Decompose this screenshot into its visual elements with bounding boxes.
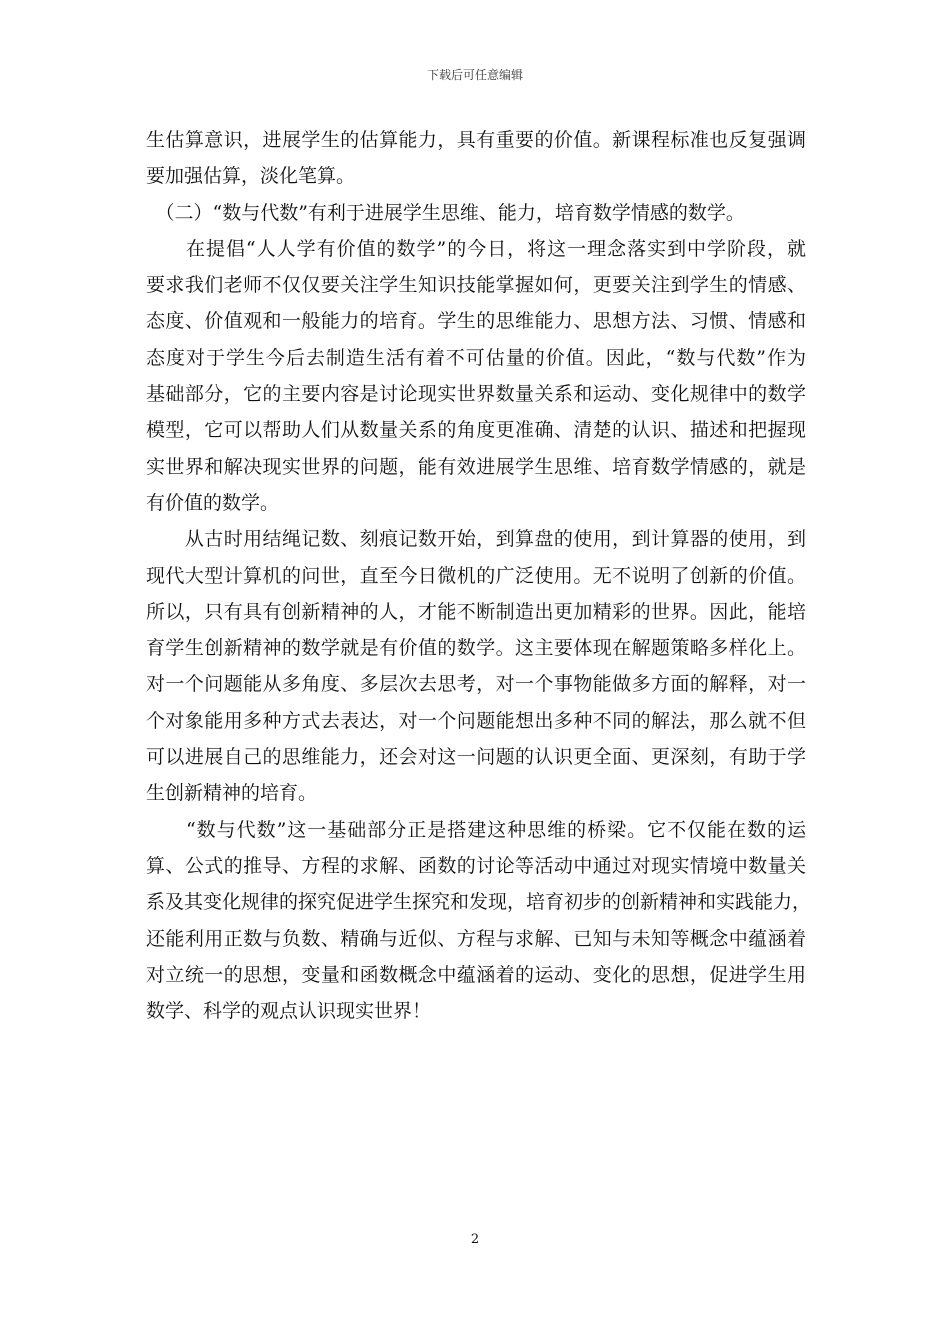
text-line: 现代大型计算机的问世，直至今日微机的广泛使用。无不说明了创新的价值。 (146, 564, 806, 587)
text-line: 从古时用结绳记数、刻痕记数开始，到算盘的使用，到计算器的使用，到 (146, 528, 806, 551)
text-line: 育学生创新精神的数学就是有价值的数学。这主要体现在解题策略多样化上。 (146, 637, 806, 660)
text-line: 有价值的数学。 (146, 491, 280, 514)
text-line: 模型，它可以帮助人们从数量关系的角度更准确、清楚的认识、描述和把握现 (146, 419, 806, 442)
text-line: 态度、价值观和一般能力的培育。学生的思维能力、思想方法、习惯、情感和 (146, 310, 806, 333)
text-line: （二）“数与代数”有利于进展学生思维、能力，培育数学情感的数学。 (146, 201, 745, 224)
text-line: “数与代数”这一基础部分正是搭建这种思维的桥梁。它不仅能在数的运 (146, 818, 806, 841)
text-line: 要加强估算，淡化笔算。 (146, 165, 356, 188)
text-line: 可以进展自己的思维能力，还会对这一问题的认识更全面、更深刻，有助于学 (146, 746, 806, 769)
text-line: 生创新精神的培育。 (146, 782, 318, 805)
text-line: 实世界和解决现实世界的问题，能有效进展学生思维、培育数学情感的，就是 (146, 455, 806, 478)
text-line: 个对象能用多种方式去表达，对一个问题能想出多种不同的解法，那么就不但 (146, 709, 806, 732)
text-line: 对一个问题能从多角度、多层次去思考，对一个事物能做多方面的解释，对一 (146, 673, 806, 696)
text-line: 态度对于学生今后去制造生活有着不可估量的价值。因此，“数与代数”作为 (146, 346, 806, 369)
text-line: 基础部分，它的主要内容是讨论现实世界数量关系和运动、变化规律中的数学 (146, 383, 806, 406)
text-line: 对立统一的思想，变量和函数概念中蕴涵着的运动、变化的思想，促进学生用 (146, 963, 806, 986)
text-line: 要求我们老师不仅仅要关注学生知识技能掌握如何，更要关注到学生的情感、 (146, 274, 806, 297)
text-line: 系及其变化规律的探究促进学生探究和发现，培育初步的创新精神和实践能力， (146, 891, 812, 914)
document-body (146, 122, 812, 1029)
text-line: 算、公式的推导、方程的求解、函数的讨论等活动中通过对现实情境中数量关 (146, 854, 806, 877)
text-line: 所以，只有具有创新精神的人，才能不断制造出更加精彩的世界。因此，能培 (146, 600, 806, 623)
text-line: 数学、科学的观点认识现实世界！ (146, 1000, 432, 1023)
text-line: 生估算意识，进展学生的估算能力，具有重要的价值。新课程标准也反复强调 (146, 129, 806, 151)
page-number: 2 (470, 1232, 480, 1247)
text-line: 还能利用正数与负数、精确与近似、方程与求解、已知与未知等概念中蕴涵着 (146, 927, 806, 950)
text-line: 在提倡“人人学有价值的数学”的今日，将这一理念落实到中学阶段，就 (146, 237, 806, 260)
page-header: 下载后可任意编辑 (426, 68, 523, 82)
